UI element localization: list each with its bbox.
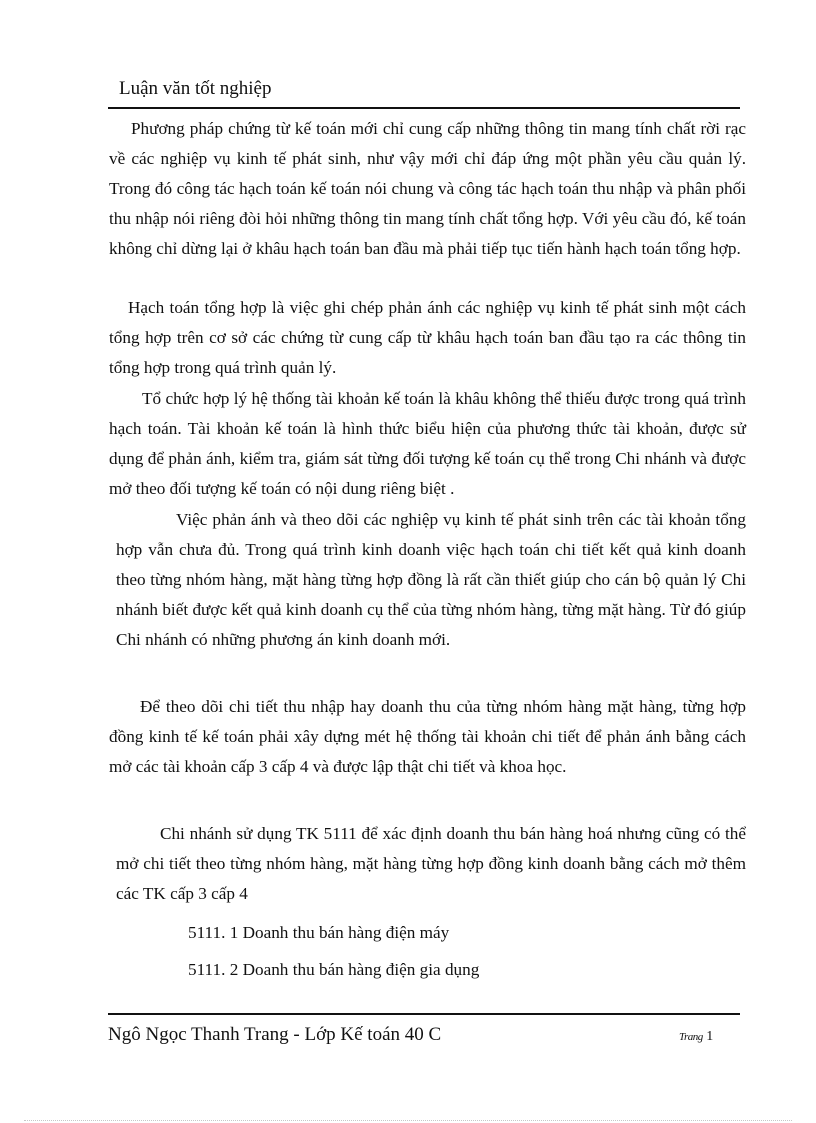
page-label: Trang <box>679 1031 703 1043</box>
sub-account-item: 5111. 1 Doanh thu bán hàng điện máy <box>188 923 450 942</box>
footer-page-number <box>679 1028 713 1046</box>
body-paragraph-3: Tổ chức hợp lý hệ thống tài khoản kế toán là khâu không thể thiếu được trong quá trình hạch toán. Tài khoản kế toán là hình thức biểu hiện của phương thức tài khoản, được sử dụng để phản ánh, kiểm tra, giám sát từng đối tượng kế toán cụ thể trong Chi nhánh và được mở theo đối tượng kế toán có nội dung riêng biệt . <box>109 389 746 498</box>
footer-divider <box>108 1013 740 1015</box>
body-paragraph-2: Hạch toán tổng hợp là việc ghi chép phản ánh các nghiệp vụ kinh tế phát sinh một cách tổng hợp trên cơ sở các chứng từ cung cấp từ khâu hạch toán ban đầu tạo ra các thông tin tổng hợp trong quá trình quản lý. <box>109 298 746 377</box>
body-paragraph-1: Phương pháp chứng từ kế toán mới chỉ cung cấp những thông tin mang tính chất rời rạc về các nghiệp vụ kinh tế phát sinh, như vậy mới chỉ đáp ứng một phần yêu cầu quản lý. Trong đó công tác hạch toán kế toán nói chung và công tác hạch toán thu nhập và phân phối thu nhập nói riêng đòi hỏi những thông tin mang tính chất tổng hợp. Với yêu cầu đó, kế toán không chỉ dừng lại ở khâu hạch toán ban đầu mà phải tiếp tục tiến hành hạch toán tổng hợp. <box>109 119 746 258</box>
body-paragraph-6: Chi nhánh sử dụng TK 5111 để xác định doanh thu bán hàng hoá nhưng cũng có thể mở chi tiết theo từng nhóm hàng, mặt hàng từng hợp đồng kinh doanh bằng cách mở thêm các TK cấp 3 cấp 4 <box>116 824 746 903</box>
page-edge-dots <box>24 1120 792 1121</box>
header-divider <box>108 107 740 109</box>
footer-author: Ngô Ngọc Thanh Trang - Lớp Kế toán 40 C <box>108 1024 442 1045</box>
page-header-title: Luận văn tốt nghiệp <box>119 78 272 99</box>
body-paragraph-4: Việc phản ánh và theo dõi các nghiệp vụ kinh tế phát sinh trên các tài khoản tổng hợp vẫn chưa đủ. Trong quá trình kinh doanh việc hạch toán chi tiết kết quả kinh doanh theo từng nhóm hàng, mặt hàng từng hợp đồng là rất cần thiết giúp cho cán bộ quản lý Chi nhánh biết được kết quả kinh doanh cụ thể của từng nhóm hàng, từng mặt hàng. Từ đó giúp Chi nhánh có những phương án kinh doanh mới. <box>116 510 746 649</box>
sub-account-item: 5111. 2 Doanh thu bán hàng điện gia dụng <box>188 960 480 979</box>
page-number: 1 <box>706 1029 714 1044</box>
body-paragraph-5: Để theo dõi chi tiết thu nhập hay doanh thu của từng nhóm hàng mặt hàng, từng hợp đồng kinh tế kế toán phải xây dựng mét hệ thống tài khoản chi tiết để phản ánh bằng cách mở các tài khoản cấp 3 cấp 4 và được lập thật chi tiết và khoa học. <box>109 697 746 776</box>
